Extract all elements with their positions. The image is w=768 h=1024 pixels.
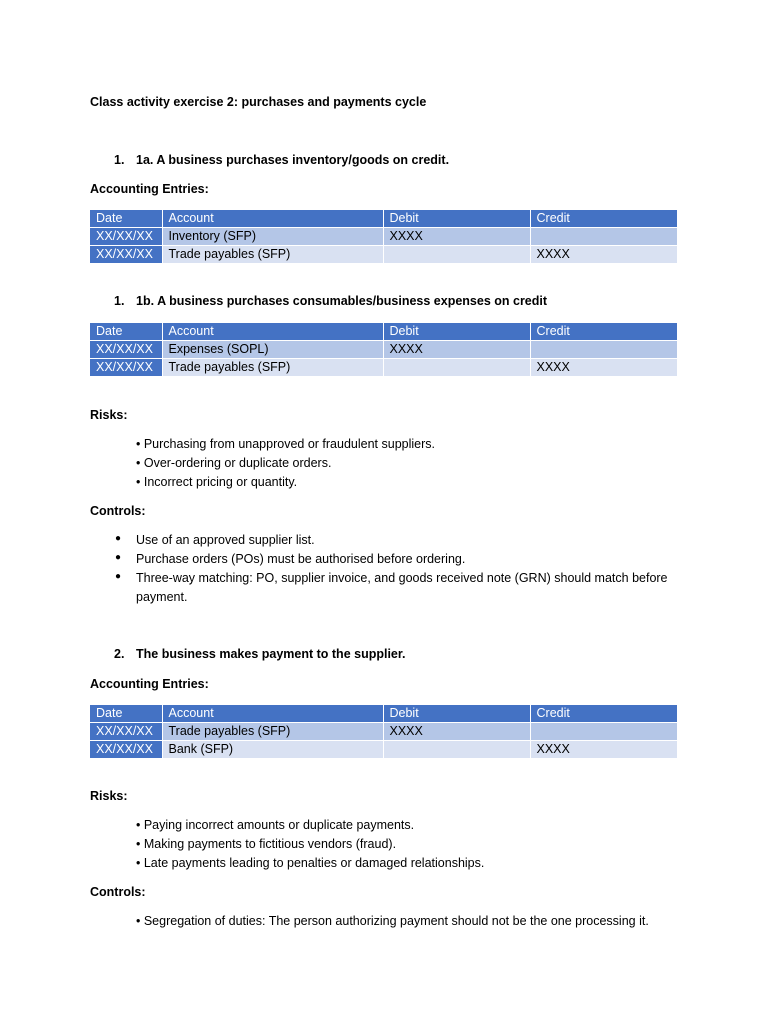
risk-item: • Over-ordering or duplicate orders. xyxy=(136,456,332,470)
risk-item: • Paying incorrect amounts or duplicate payments. xyxy=(136,818,415,832)
header-account: Account xyxy=(162,705,383,723)
cell-credit xyxy=(530,228,677,246)
cell-account: Inventory (SFP) xyxy=(162,228,383,246)
header-credit: Credit xyxy=(530,323,677,341)
control-item xyxy=(0,569,768,607)
risk-item: • Making payments to fictitious vendors (fraud). xyxy=(136,837,397,851)
risk-item: • Purchasing from unapproved or fraudulent suppliers. xyxy=(136,437,435,451)
table-row xyxy=(90,246,677,264)
control-text: Purchase orders (POs) must be authorised before ordering. xyxy=(136,552,466,566)
control-text: Use of an approved supplier list. xyxy=(136,533,315,547)
bullet-icon: ● xyxy=(115,552,122,563)
bullet-icon: ● xyxy=(115,533,122,544)
risks-label-1: Risks: xyxy=(90,408,128,422)
table-header-row xyxy=(90,210,677,228)
cell-date: XX/XX/XX xyxy=(90,359,162,377)
cell-credit xyxy=(530,341,677,359)
cell-account: Trade payables (SFP) xyxy=(162,246,383,264)
control-item xyxy=(0,550,768,569)
header-date: Date xyxy=(90,323,162,341)
header-credit: Credit xyxy=(530,210,677,228)
cell-account: Expenses (SOPL) xyxy=(162,341,383,359)
cell-debit: XXXX xyxy=(383,723,530,741)
journal-table-1a xyxy=(90,210,678,264)
cell-account: Trade payables (SFP) xyxy=(162,359,383,377)
cell-debit: XXXX xyxy=(383,341,530,359)
control-item xyxy=(0,531,768,550)
header-debit: Debit xyxy=(383,210,530,228)
cell-debit xyxy=(383,741,530,759)
bullet-icon: ● xyxy=(115,571,122,582)
cell-credit xyxy=(530,723,677,741)
cell-date: XX/XX/XX xyxy=(90,228,162,246)
page-title: Class activity exercise 2: purchases and payments cycle xyxy=(90,95,427,109)
cell-credit: XXXX xyxy=(530,359,677,377)
section-1a-text: 1a. A business purchases inventory/goods on credit. xyxy=(136,153,450,167)
header-date: Date xyxy=(90,210,162,228)
risk-item: • Incorrect pricing or quantity. xyxy=(136,475,298,489)
journal-table-2 xyxy=(90,705,678,759)
header-date: Date xyxy=(90,705,162,723)
cell-date: XX/XX/XX xyxy=(90,723,162,741)
cell-date: XX/XX/XX xyxy=(90,341,162,359)
table-row xyxy=(90,341,677,359)
header-account: Account xyxy=(162,323,383,341)
controls-label-2: Controls: xyxy=(90,885,146,899)
cell-date: XX/XX/XX xyxy=(90,246,162,264)
cell-debit xyxy=(383,246,530,264)
control-item: • Segregation of duties: The person authorizing payment should not be the one processing it. xyxy=(136,914,649,928)
header-debit: Debit xyxy=(383,705,530,723)
journal-table-1b xyxy=(90,323,678,377)
cell-date: XX/XX/XX xyxy=(90,741,162,759)
accounting-entries-label-1: Accounting Entries: xyxy=(90,182,209,196)
table-row xyxy=(90,228,677,246)
section-2-text: The business makes payment to the supplier. xyxy=(136,647,406,661)
header-credit: Credit xyxy=(530,705,677,723)
accounting-entries-label-2: Accounting Entries: xyxy=(90,677,209,691)
cell-account: Trade payables (SFP) xyxy=(162,723,383,741)
section-1a-number: 1. xyxy=(114,153,125,167)
risk-item: • Late payments leading to penalties or damaged relationships. xyxy=(136,856,485,870)
section-2-number: 2. xyxy=(114,647,125,661)
cell-account: Bank (SFP) xyxy=(162,741,383,759)
table-row xyxy=(90,359,677,377)
risks-label-2: Risks: xyxy=(90,789,128,803)
cell-debit xyxy=(383,359,530,377)
section-1b-text: 1b. A business purchases consumables/business expenses on credit xyxy=(136,294,548,308)
control-text: Three-way matching: PO, supplier invoice, and goods received note (GRN) should match before payment. xyxy=(136,571,668,604)
header-debit: Debit xyxy=(383,323,530,341)
header-account: Account xyxy=(162,210,383,228)
cell-credit: XXXX xyxy=(530,741,677,759)
cell-debit: XXXX xyxy=(383,228,530,246)
table-header-row xyxy=(90,705,677,723)
table-row xyxy=(90,723,677,741)
table-row xyxy=(90,741,677,759)
table-header-row xyxy=(90,323,677,341)
controls-label-1: Controls: xyxy=(90,504,146,518)
section-1b-number: 1. xyxy=(114,294,125,308)
cell-credit: XXXX xyxy=(530,246,677,264)
